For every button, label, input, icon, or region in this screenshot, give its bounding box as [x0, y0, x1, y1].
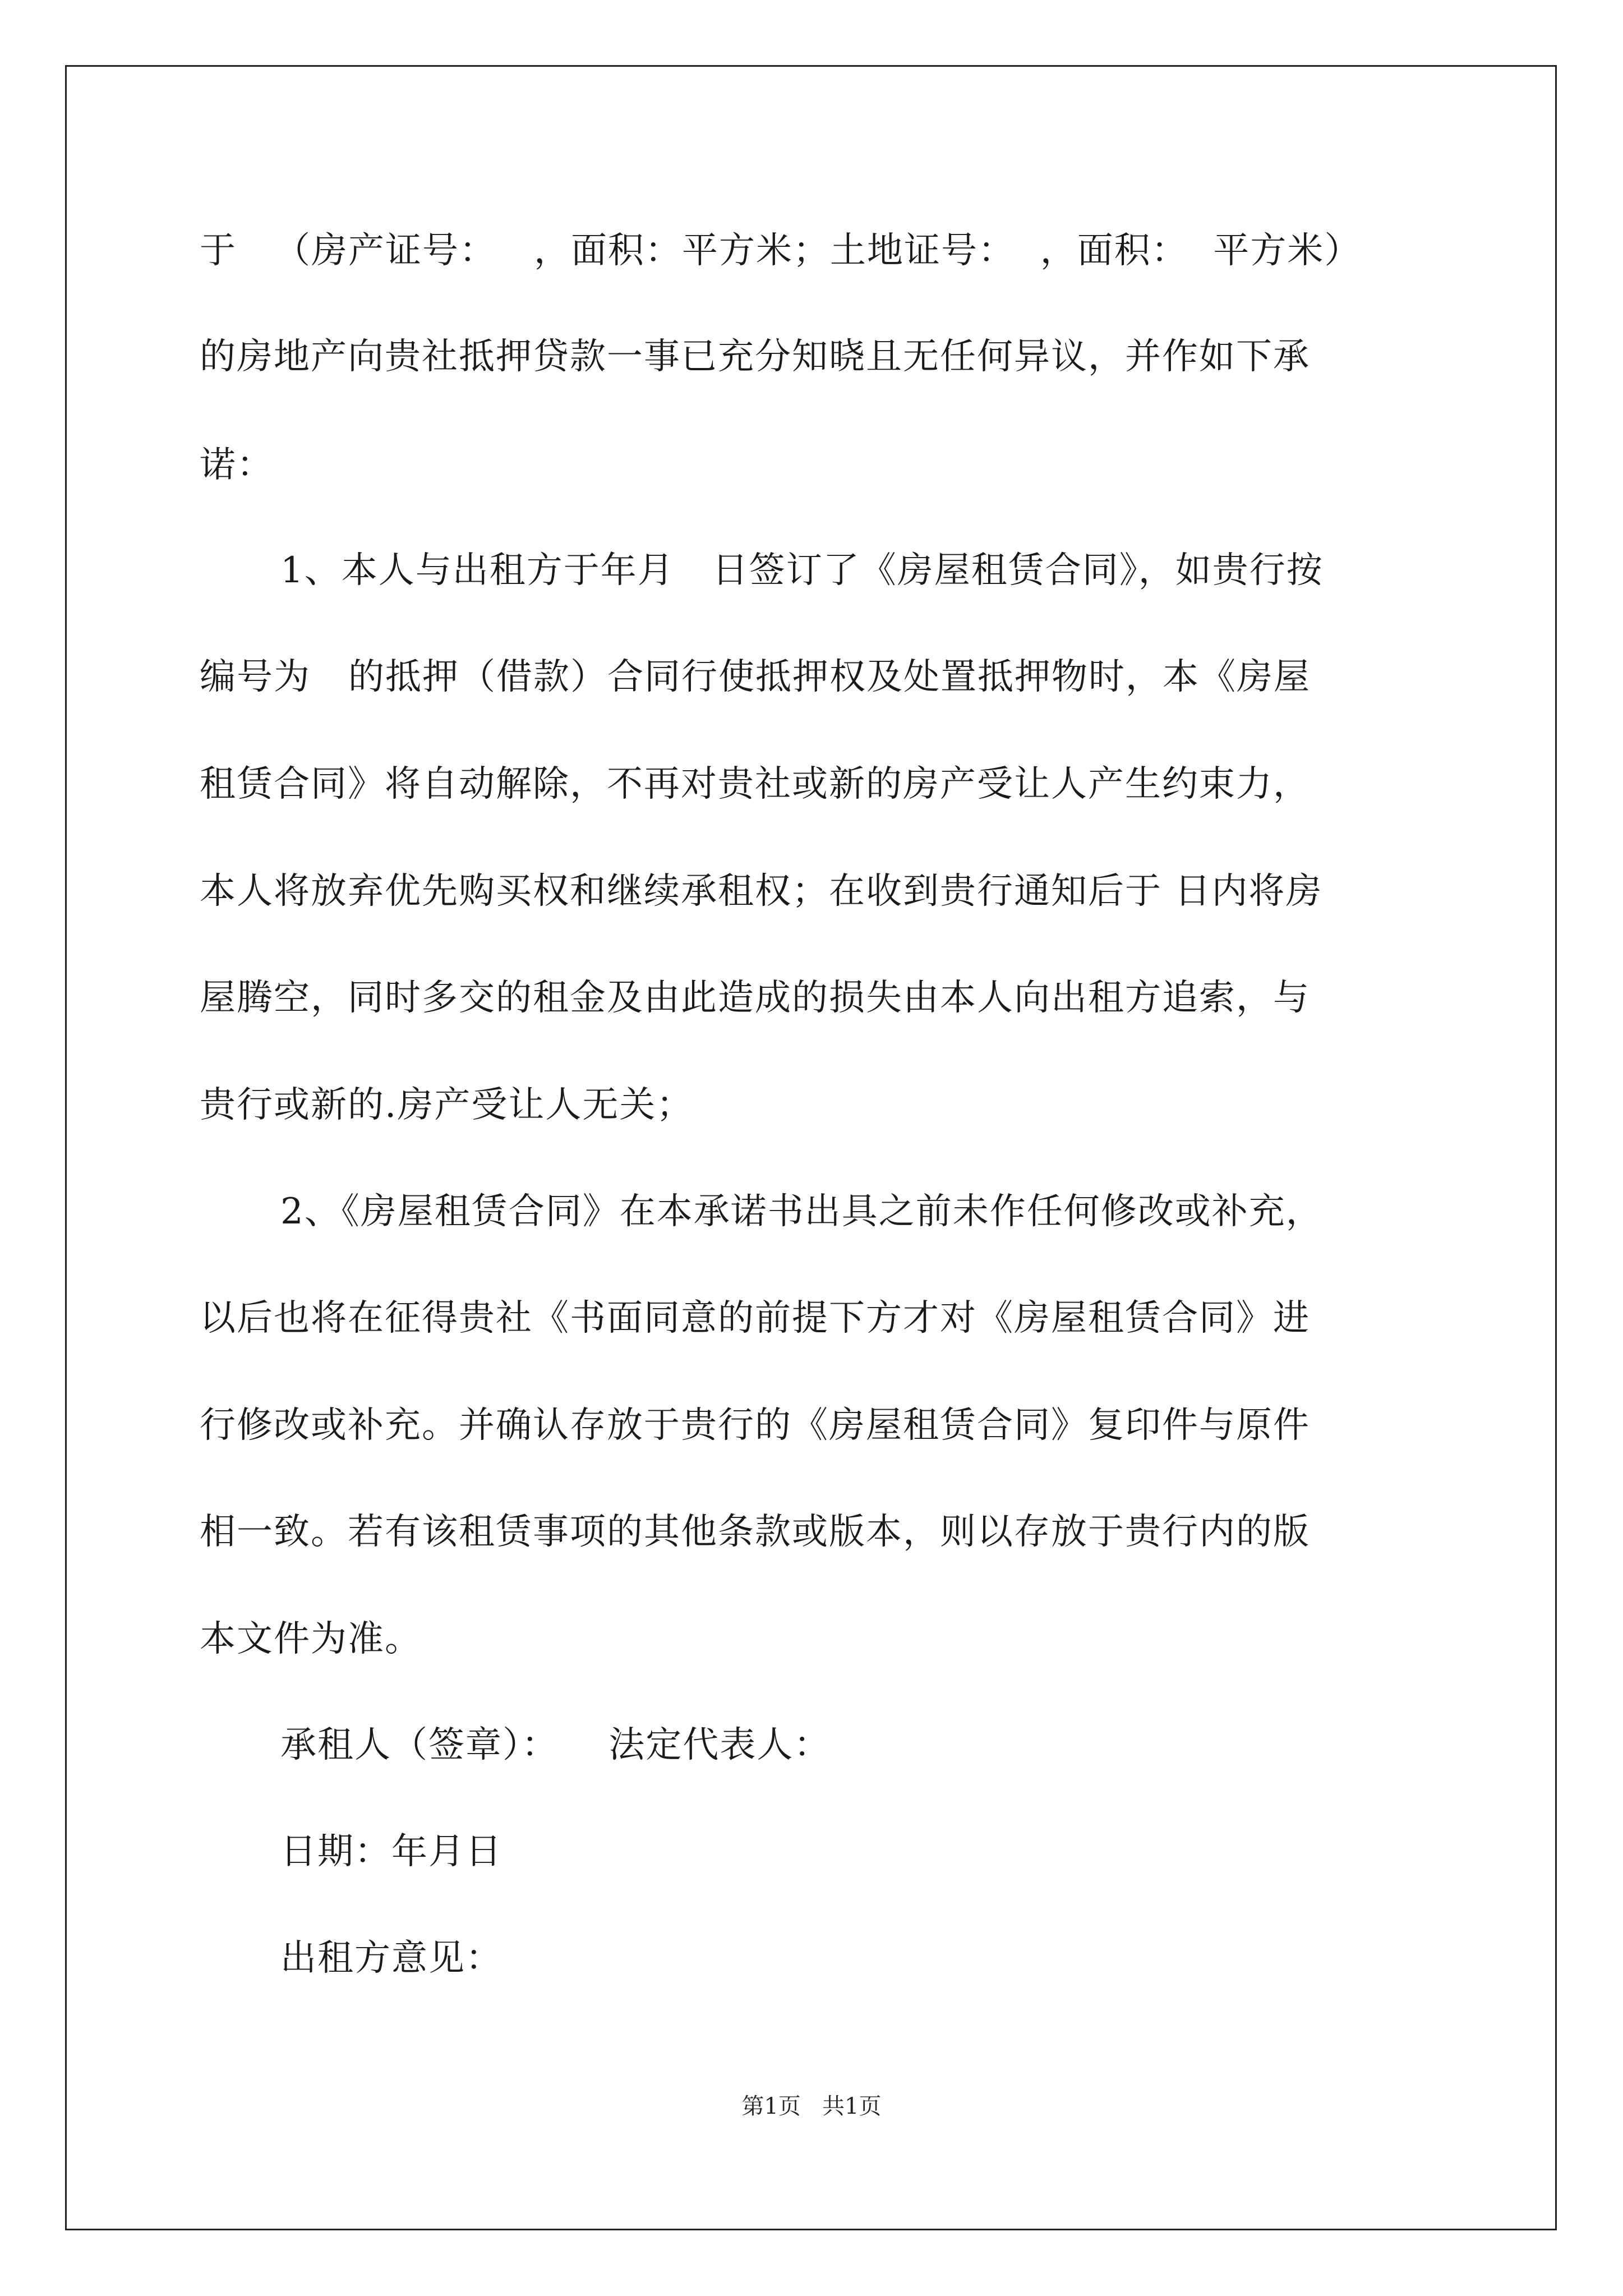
- text-line: 编号为 的抵押（借款）合同行使抵押权及处置抵押物时，本《房屋: [200, 656, 1311, 698]
- date-line: 日期：年月日: [280, 1831, 502, 1872]
- clause-1-line: 1、本人与出租方于年月 日签订了《房屋租赁合同》，如贵行按: [280, 550, 1324, 591]
- text-line: 本人将放弃优先购买权和继续承租权；在收到贵行通知后于 日内将房: [200, 871, 1323, 912]
- page-border: [65, 65, 1557, 2230]
- clause-2-line: 2、《房屋租赁合同》在本承诺书出具之前未作任何修改或补充，: [280, 1191, 1323, 1232]
- signature-line: 承租人（签章）： 法定代表人：: [280, 1724, 831, 1766]
- lessor-opinion-line: 出租方意见：: [280, 1938, 502, 1979]
- text-line: 租赁合同》将自动解除，不再对贵社或新的房产受让人产生约束力，: [200, 763, 1310, 805]
- text-line: 本文件为准。: [200, 1618, 422, 1660]
- text-line: 以后也将在征得贵社《书面同意的前提下方才对《房屋租赁合同》进: [200, 1297, 1310, 1339]
- text-line: 的房地产向贵社抵押贷款一事已充分知晓且无任何异议，并作如下承: [200, 336, 1310, 378]
- page-number: 第1页 共1页: [741, 2093, 882, 2119]
- text-line: 贵行或新的.房产受让人无关；: [200, 1084, 694, 1126]
- text-line: 于 （房产证号： ，面积：平方米；土地证号： ，面积： 平方米）: [200, 230, 1362, 272]
- text-line: 诺：: [200, 444, 274, 486]
- text-line: 相一致。若有该租赁事项的其他条款或版本，则以存放于贵行内的版: [200, 1511, 1310, 1553]
- text-line: 屋腾空，同时多交的租金及由此造成的损失由本人向出租方追索，与: [200, 977, 1310, 1019]
- text-line: 行修改或补充。并确认存放于贵行的《房屋租赁合同》复印件与原件: [200, 1405, 1310, 1446]
